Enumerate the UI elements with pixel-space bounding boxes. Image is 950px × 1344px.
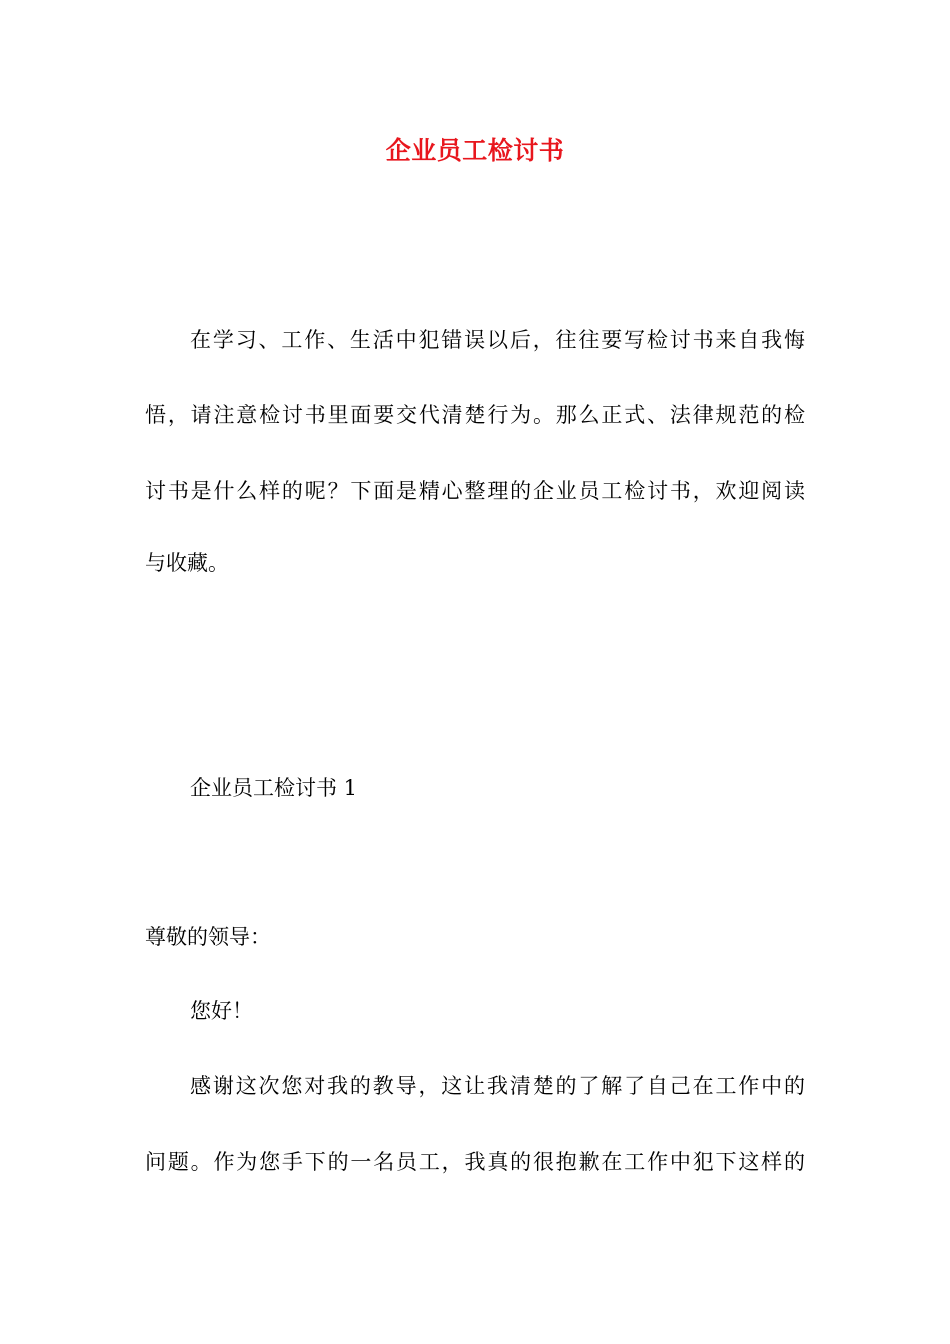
intro-line-4: 与收藏。: [145, 551, 229, 575]
intro-line-1: 在学习、工作、生活中犯错误以后，往往要写检讨书来自我悔: [190, 328, 805, 352]
body-line-1: 感谢这次您对我的教导，这让我清楚的了解了自己在工作中的: [190, 1074, 805, 1098]
greeting: 您好！: [190, 999, 253, 1023]
salutation: 尊敬的领导：: [145, 925, 271, 949]
section-heading: 企业员工检讨书 1: [190, 776, 358, 800]
body-line-2: 问题。作为您手下的一名员工，我真的很抱歉在工作中犯下这样的: [145, 1150, 805, 1174]
intro-line-3: 讨书是什么样的呢？下面是精心整理的企业员工检讨书，欢迎阅读: [145, 479, 805, 503]
intro-line-2: 悟，请注意检讨书里面要交代清楚行为。那么正式、法律规范的检: [145, 403, 805, 427]
document-title: 企业员工检讨书: [385, 136, 565, 165]
